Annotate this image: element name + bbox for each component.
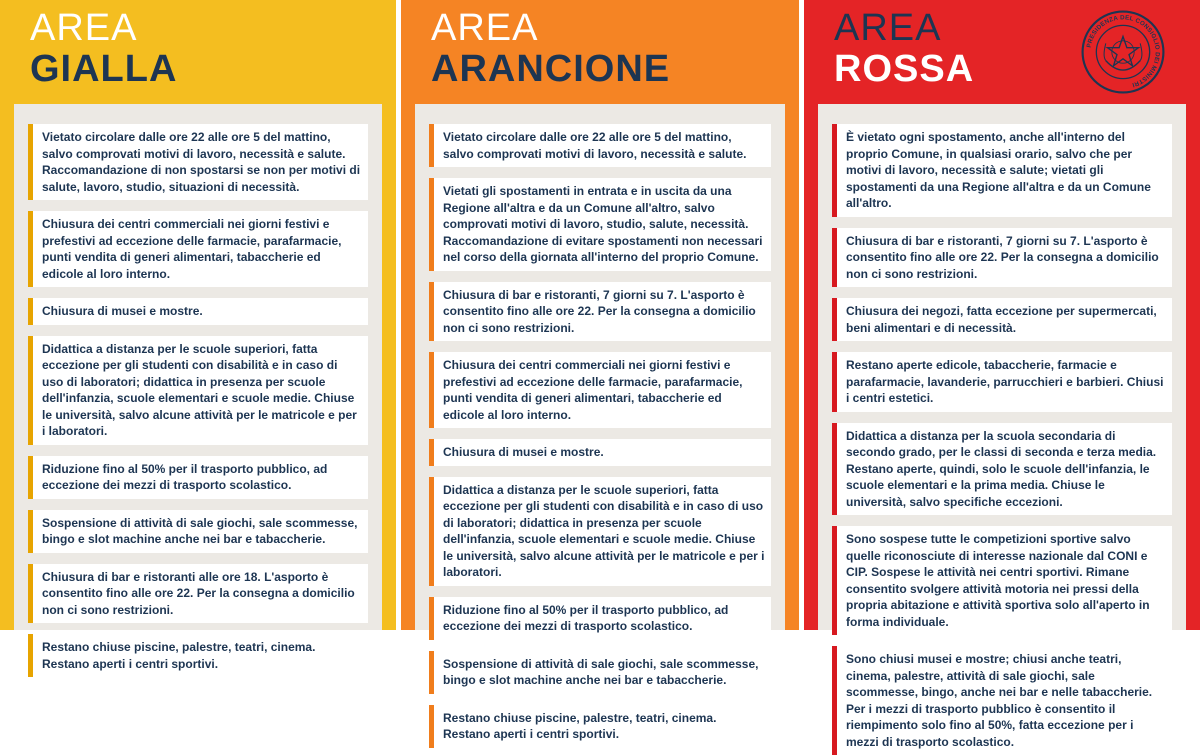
rule-card: Restano chiuse piscine, palestre, teatri, cinema. Restano aperti i centri sportivi. xyxy=(429,705,771,748)
area-word: AREA xyxy=(30,7,138,49)
rule-card: Chiusura di bar e ristoranti, 7 giorni su 7. L'asporto è consentito fino alle ore 22. Per la consegna a domicilio non ci sono restrizioni. xyxy=(429,282,771,342)
rule-card: Didattica a distanza per le scuole superiori, fatta eccezione per gli studenti con disabilità e in caso di uso di laboratori; didattica in presenza per scuole dell'infanzia, scuole elementari e scuole medie. Chiuse le università, salvo alcune attività per le matricole e per i laboratori. xyxy=(429,477,771,586)
rule-card: Chiusura dei centri commerciali nei giorni festivi e prefestivi ad eccezione delle farmacie, parafarmacie, punti vendita di generi alimentari, tabaccherie ed edicole al loro interno. xyxy=(429,352,771,428)
area-word: AREA xyxy=(431,7,539,49)
rule-card: Vietato circolare dalle ore 22 alle ore 5 del mattino, salvo comprovati motivi di lavoro, necessità e salute. xyxy=(429,124,771,167)
rule-card: Sono sospese tutte le competizioni sportive salvo quelle riconosciute di interesse nazionale dal CONI e CIP. Sospese le attività nei centri sportivi. Rimane consentito svolgere attività motoria nei pressi della propria abitazione e attività sportiva solo all'aperto in forma individuale. xyxy=(832,526,1172,635)
area-rossa-header xyxy=(804,0,1200,96)
area-name: GIALLA xyxy=(30,48,178,90)
area-arancione-header xyxy=(401,0,799,96)
rule-card: Chiusura dei centri commerciali nei giorni festivi e prefestivi ad eccezione delle farmacie, parafarmacie, punti vendita di generi alimentari, tabaccherie ed edicole al loro interno. xyxy=(28,211,368,287)
rule-card: Chiusura di musei e mostre. xyxy=(429,439,771,466)
rules-panel xyxy=(415,104,785,741)
rule-card: Chiusura dei negozi, fatta eccezione per supermercati, beni alimentari e di necessità. xyxy=(832,298,1172,341)
area-word: AREA xyxy=(834,7,942,49)
rule-card: Riduzione fino al 50% per il trasporto pubblico, ad eccezione dei mezzi di trasporto scolastico. xyxy=(28,456,368,499)
rule-card: Sospensione di attività di sale giochi, sale scommesse, bingo e slot machine anche nei bar e tabaccherie. xyxy=(429,651,771,694)
rule-card: È vietato ogni spostamento, anche all'interno del proprio Comune, in qualsiasi orario, salvo che per motivi di lavoro, necessità e salute; vietati gli spostamenti da una Regione all'altra e da un Comune all'altro. xyxy=(832,124,1172,217)
rule-card: Chiusura di musei e mostre. xyxy=(28,298,368,325)
area-gialla-column xyxy=(0,0,396,671)
area-rossa-column xyxy=(804,0,1200,749)
area-name: ROSSA xyxy=(834,48,975,90)
rule-card: Chiusura di bar e ristoranti, 7 giorni su 7. L'asporto è consentito fino alle ore 22. Per la consegna a domicilio non ci sono restrizioni. xyxy=(832,228,1172,288)
rule-card: Sospensione di attività di sale giochi, sale scommesse, bingo e slot machine anche nei bar e tabaccherie. xyxy=(28,510,368,553)
rule-card: Didattica a distanza per le scuole superiori, fatta eccezione per gli studenti con disabilità e in caso di uso di laboratori; didattica in presenza per scuole dell'infanzia, scuole elementari e scuole medie. Chiuse le università, salvo alcune attività per le matricole e per i laboratori. xyxy=(28,336,368,445)
area-arancione-column xyxy=(401,0,799,741)
rule-card: Riduzione fino al 50% per il trasporto pubblico, ad eccezione dei mezzi di trasporto scolastico. xyxy=(429,597,771,640)
area-name: ARANCIONE xyxy=(431,48,671,90)
rules-panel xyxy=(818,104,1186,749)
emblem-text: PRESIDENZA DEL CONSIGLIO DEI MINISTRI xyxy=(1085,14,1161,89)
rule-card: Chiusura di bar e ristoranti alle ore 18. L'asporto è consentito fino alle ore 22. Per la consegna a domicilio non ci sono restrizioni. xyxy=(28,564,368,624)
rule-card: Restano chiuse piscine, palestre, teatri, cinema. Restano aperti i centri sportivi. xyxy=(28,634,368,677)
rule-card: Didattica a distanza per la scuola secondaria di secondo grado, per le classi di seconda e terza media. Restano aperte, quindi, solo le scuole dell'infanzia, le scuole elementari e la prima media. Chiuse le università, salvo specifiche eccezioni. xyxy=(832,423,1172,516)
rule-card: Sono chiusi musei e mostre; chiusi anche teatri, cinema, palestre, attività di sale giochi, sale scommesse, bingo, anche nei bar e nelle tabaccherie. Per i mezzi di trasporto pubblico è consentito il riempimento solo fino al 50%, fatta eccezione per i mezzi di trasporto scolastico. xyxy=(832,646,1172,755)
rule-card: Restano aperte edicole, tabaccherie, farmacie e parafarmacie, lavanderie, parrucchieri e barbieri. Chiusi i centri estetici. xyxy=(832,352,1172,412)
area-gialla-header xyxy=(0,0,396,96)
rules-panel xyxy=(14,104,382,671)
rule-card: Vietati gli spostamenti in entrata e in uscita da una Regione all'altra e da un Comune all'altro, salvo comprovati motivi di lavoro, studio, salute, necessità. Raccomandazione di evitare spostamenti non necessari nel corso della giornata all'interno del proprio Comune. xyxy=(429,178,771,271)
rule-card: Vietato circolare dalle ore 22 alle ore 5 del mattino, salvo comprovati motivi di lavoro, necessità e salute. Raccomandazione di non spostarsi se non per motivi di salute, lavoro, studio, situazioni di necessità. xyxy=(28,124,368,200)
italian-republic-emblem-icon xyxy=(1080,9,1166,95)
